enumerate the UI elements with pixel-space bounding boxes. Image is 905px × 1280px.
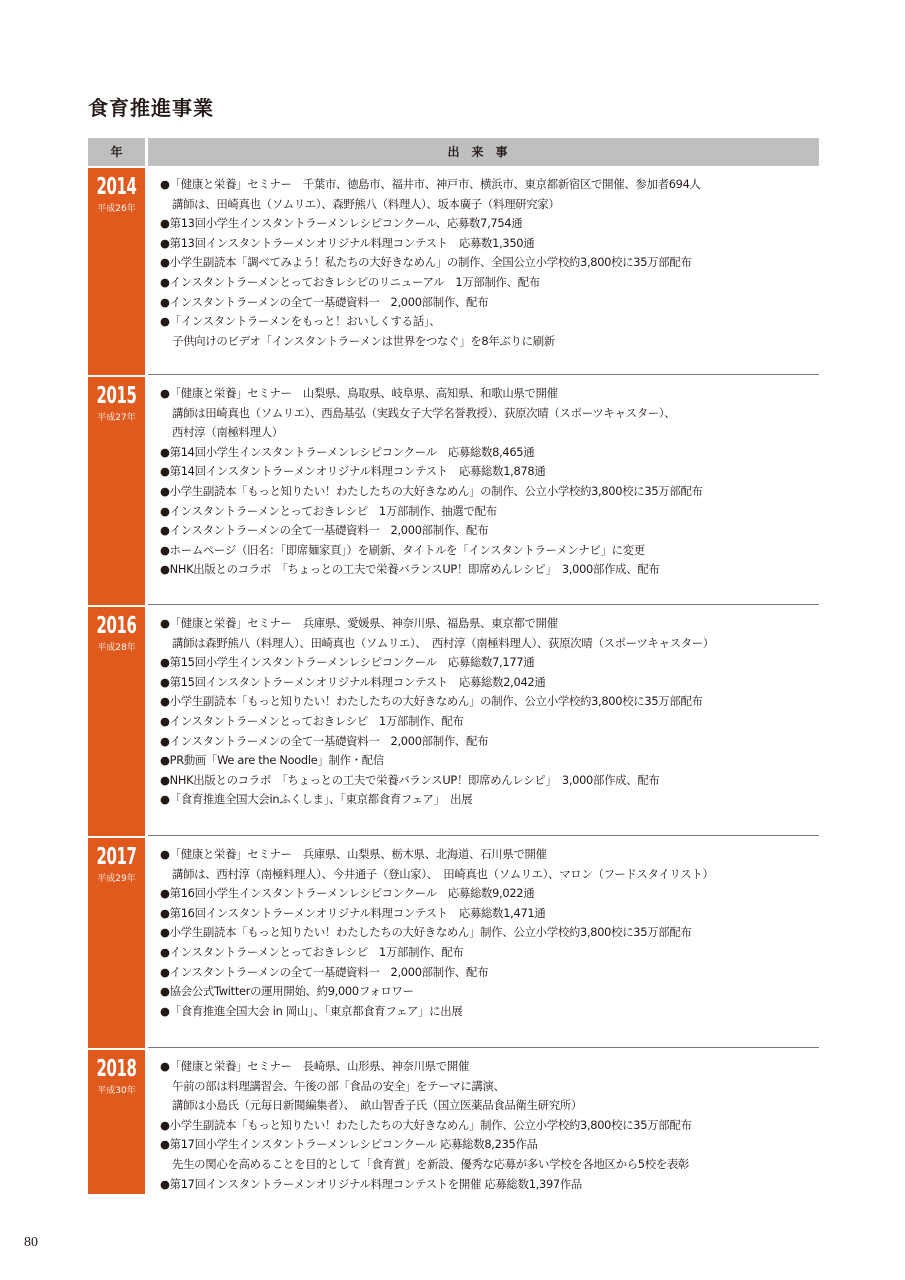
section-divider — [148, 1047, 819, 1048]
event-line: ●第14回小学生インスタントラーメンレシピコンクール 応募総数8,465通 — [160, 444, 535, 459]
event-line: ●第15回インスタントラーメンオリジナル料理コンテスト 応募総数2,042通 — [160, 674, 546, 689]
event-line: ●NHK出版とのコラボ 「ちょっとの工夫で栄養バランスUP！即席めんレシピ」 3,000部作成、配布 — [160, 562, 660, 577]
event-line: 子供向けのビデオ「インスタントラーメンは世界をつなぐ」を8年ぶりに刷新 — [172, 333, 555, 348]
event-list — [160, 384, 819, 580]
event-line: ●第16回インスタントラーメンオリジナル料理コンテスト 応募総数1,471通 — [160, 905, 546, 920]
event-line: ●インスタントラーメンの全て一基礎資料一 2,000部制作、配布 — [160, 733, 489, 748]
event-line: ●インスタントラーメンの全て一基礎資料一 2,000部制作、配布 — [160, 294, 489, 309]
event-line: ●NHK出版とのコラボ 「ちょっとの工夫で栄養バランスUP！即席めんレシピ」 3,000部作成、配布 — [160, 772, 660, 787]
event-line: ●インスタントラーメンの全て一基礎資料一 2,000部制作、配布 — [160, 964, 489, 979]
year-section-2014 — [88, 168, 819, 375]
section-divider — [148, 835, 819, 836]
year-column — [88, 377, 145, 605]
event-line: 講師は、田崎真也（ソムリエ）、森野熊八（料理人）、坂本廣子（料理研究家） — [172, 196, 560, 211]
year-column — [88, 1050, 145, 1194]
event-line: 西村淳（南極料理人） — [172, 425, 283, 440]
event-line: ●小学生副読本「調べてみよう！私たちの大好きなめん」の制作、全国公立小学校約3,800校に35万部配布 — [160, 255, 692, 270]
event-line: ●「健康と栄養」セミナー 山梨県、鳥取県、岐阜県、高知県、和歌山県で開催 — [160, 386, 558, 400]
event-line: 講師は森野熊八（料理人）、田崎真也（ソムリエ）、 西村淳（南極料理人）、荻原次晴（スポーツキャスター） — [172, 635, 715, 650]
event-line: ●インスタントラーメンとっておきレシピのリニューアル 1万部制作、配布 — [160, 274, 540, 289]
event-line: ●インスタントラーメンとっておきレシピ 1万部制作、配布 — [160, 944, 464, 959]
era-label: 平成27年 — [97, 413, 136, 423]
event-line: ●第17回小学生インスタントラーメンレシピコンクール 応募総数8,235作品 — [160, 1137, 538, 1152]
page-number: 80 — [24, 1235, 38, 1250]
era-label: 平成26年 — [97, 204, 136, 214]
era-label: 平成30年 — [97, 1086, 136, 1096]
event-line: ●協会公式Twitterの運用開始、約9,000フォロワー — [160, 984, 414, 999]
event-line: ●「インスタントラーメンをもっと！おいしくする話」、 — [160, 314, 441, 329]
event-list — [160, 614, 819, 810]
event-line: ●ホームページ（旧名：「即席麺家頁」）を刷新、タイトルを「インスタントラーメンナビ」に変更 — [160, 542, 645, 557]
event-line: 講師は小島氏（元毎日新聞編集者）、 畝山智香子氏（国立医薬品食品衛生研究所） — [172, 1098, 583, 1113]
era-label: 平成29年 — [97, 874, 136, 884]
event-line: ●小学生副読本「もっと知りたい！わたしたちの大好きなめん」の制作、公立小学校約3,800校に35万部配布 — [160, 694, 703, 709]
year-section-2015 — [88, 377, 819, 605]
event-line: ●第13回小学生インスタントラーメンレシピコンクール、応募数7,754通 — [160, 216, 523, 231]
section-divider — [148, 374, 819, 375]
event-line: ●第15回小学生インスタントラーメンレシピコンクール 応募総数7,177通 — [160, 655, 535, 670]
page-title: 食育推進事業 — [88, 96, 214, 120]
event-line: 講師は、西村淳（南極料理人）、今井通子（登山家）、 田崎真也（ソムリエ）、マロン（フードスタイリスト） — [172, 866, 714, 881]
event-list — [160, 1057, 819, 1194]
event-line: ●小学生副読本「もっと知りたい！わたしたちの大好きなめん」の制作、公立小学校約3,800校に35万部配布 — [160, 483, 703, 498]
year-column — [88, 168, 145, 375]
event-line: ●インスタントラーメンとっておきレシピ 1万部制作、抽選で配布 — [160, 503, 497, 518]
event-line: ●「食育推進全国大会inふくしま」、「東京都食育フェア」 出展 — [160, 792, 473, 807]
event-line: ●小学生副読本「もっと知りたい！わたしたちの大好きなめん」制作、公立小学校約3,800校に35万部配布 — [160, 1117, 692, 1132]
table-header-events: 出来事 — [148, 138, 819, 166]
year-section-2018 — [88, 1050, 819, 1194]
event-line: ●小学生副読本「もっと知りたい！わたしたちの大好きなめん」制作、公立小学校約3,800校に35万部配布 — [160, 925, 692, 940]
event-list — [160, 845, 819, 1021]
event-line: ●「健康と栄養」セミナー 長崎県、山形県、神奈川県で開催 — [160, 1059, 470, 1073]
event-line: ●PR動画「We are the Noodle」制作・配信 — [160, 753, 384, 768]
event-line: ●「健康と栄養」セミナー 兵庫県、愛媛県、神奈川県、福島県、東京都で開催 — [160, 616, 558, 630]
era-label: 平成28年 — [97, 643, 136, 653]
year-number: 2015 — [96, 383, 137, 409]
year-number: 2017 — [96, 844, 137, 870]
year-number: 2014 — [96, 174, 137, 200]
event-line: ●第17回インスタントラーメンオリジナル料理コンテストを開催 応募総数1,397作品 — [160, 1176, 583, 1191]
year-column — [88, 607, 145, 836]
event-line: ●「食育推進全国大会 in 岡山」、「東京都食育フェア」に出展 — [160, 1003, 463, 1018]
year-section-2017 — [88, 838, 819, 1048]
year-number: 2016 — [96, 613, 137, 639]
event-line: ●「健康と栄養」セミナー 兵庫県、山梨県、栃木県、北海道、石川県で開催 — [160, 847, 547, 861]
year-column — [88, 838, 145, 1048]
year-section-2016 — [88, 607, 819, 836]
event-line: ●第14回インスタントラーメンオリジナル料理コンテスト 応募総数1,878通 — [160, 464, 546, 479]
year-number: 2018 — [96, 1056, 137, 1082]
event-line: 先生の関心を高めることを目的として「食育賞」を新設、優秀な応募が多い学校を各地区から5校を表彰 — [172, 1156, 690, 1171]
event-line: 講師は田崎真也（ソムリエ）、西島基弘（実践女子大学名誉教授）、荻原次晴（スポーツキャスター）、 — [172, 405, 676, 420]
event-list — [160, 175, 819, 351]
table-header-year: 年 — [88, 138, 145, 166]
event-line: ●インスタントラーメンとっておきレシピ 1万部制作、配布 — [160, 713, 464, 728]
event-line: ●第13回インスタントラーメンオリジナル料理コンテスト 応募数1,350通 — [160, 235, 535, 250]
section-divider — [148, 604, 819, 605]
event-line: ●「健康と栄養」セミナー 千葉市、徳島市、福井市、神戸市、横浜市、東京都新宿区で開催、参加者694人 — [160, 177, 701, 191]
event-line: ●第16回小学生インスタントラーメンレシピコンクール 応募総数9,022通 — [160, 886, 535, 901]
event-line: 午前の部は料理講習会、午後の部「食品の安全」をテーマに講演、 — [172, 1078, 505, 1093]
event-line: ●インスタントラーメンの全て一基礎資料一 2,000部制作、配布 — [160, 523, 489, 538]
